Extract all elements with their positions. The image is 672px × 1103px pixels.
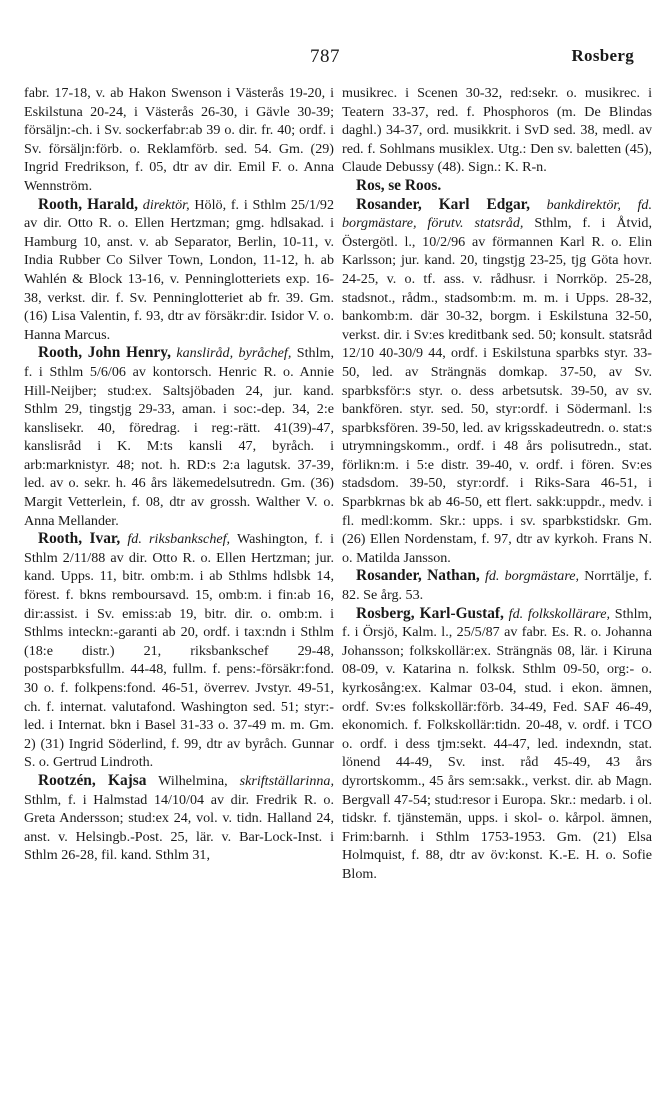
entry-title: fd. riksbankschef,: [127, 531, 231, 548]
entry-middle-name: Wilhelmina,: [146, 772, 240, 789]
entry-rosander-nathan: [342, 567, 652, 604]
entry-text: fabr. 17-18, v. ab Hakon Swenson i Västerås 19-20, i Eskilstuna 20-24, i Västerås 26-30, i Gävle 30-39; försäljn:-ch. i Sv. sockerfabr:ab 39 o. dir. fr. 40; ordf. i Sv. försäljn:förb. o. Reklamförb. sed. 54. Gm. (29) Ingrid Fredrikson, f. 05, dtr av dir. Emil F. o. Anna Wennström.: [24, 85, 334, 194]
entry-title: kansliråd, byråchef,: [176, 345, 292, 362]
entry-title: fd. borgmästare,: [484, 568, 580, 585]
entry-rootzen-kajsa: [24, 772, 334, 865]
entry-text: Sthlm, f. i Sthlm 5/6/06 av kontorsch. Henric R. o. Annie Hill-Neijber; stud:ex. Saltsjöbaden 24, jur. kand. Sthlm 29, tingstjg 29-33, aman. i soc:-dep. 34, 2:e kanslisekr. 40, föredrag. i reg:-rätt. 41(39)-47, kanslisråd i K. M:ts kansli 47, byråch. i arb:marknistyr. 48; not. h. RD:s 2:a lagutsk. 37-39, led. av o. sekr. h. 46 års läkemedelsutredn. Gm. (36) Margit Vetterlein, f. 08, dtr av grossh. Walther V. o. Anna Mellander.: [24, 345, 334, 529]
entry-text: musikrec. i Scenen 30-32, red:sekr. o. musikrec. i Teatern 33-37, red. f. Phosphoros (m. De Blindas daghl.) 34-37, ord. musikkrit. i SvD sed. 38, medl. av red. f. Sohlmans musiklex. Utg.: Den sv. baletten (45), Claude Debussy (48). Sign.: K. R-n.: [342, 85, 652, 176]
entry-rooth-harald: [24, 196, 334, 345]
entry-continuation: [24, 84, 334, 196]
entry-name: Rootzén, Kajsa: [38, 771, 147, 789]
entry-text: Sthlm, f. i Åtvid, Östergötl. l., 10/2/96 av förmannen Karl R. o. Elin Karlsson; jur. kand. 20, tingstjg 23-25, tjg Göta hovr. 24-25, v. o. tf. ass. v. rådhusr. i Norrköp. 25-28, stadsnot., rådm., stadsomb:m. m. m. i Upps. 28-32, bankomb:m. där 30-32, borgm. i Eskilstuna 32-50, verkst. dir. i Sv:es kreditbank sed. 50; konsult. statsråd 12/10 40-30/9 44, ordf. i Eskilstuna sparbks styr. 33-50, led. av Strängnäs domkap. 37-50, av Sv. sparbksför:s styr. o. dess arbetsutsk. 39-50, av sv. bankfören. styr. sed. 50, styr:ordf. i Södermanl. l:s sparbksfören. 39-50, led. av krigsskadeutredn. o. stat:s utrymningskomm., ordf. i 48 års polisutredn., stat. förlikn:m. i 5:e distr. 39-40, v. ordf. i fören. Sv:es stadsdom. 39-50, styr:ordf. i Riks-Sara 46-51, i Sparbkrnas bk ab 46-50, ett flert. sakk:uppdr., medv. i fl. medl:komm. Skr.: upps. i sv. sparbkstidskr. Gm. (26) Ellen Nordenstam, f. 97, dtr av kyrkoh. Frans N. o. Matilda Jansson.: [342, 215, 652, 566]
entry-title: skriftställarinna,: [239, 772, 334, 789]
entry-text: Hölö, f. i Sthlm 25/1/92 av dir. Otto R. o. Ellen Hertzman; gmg. hdlsakad. i Hamburg 10, anst. v. ab Separator, Berlin, 10-11, v. India Rubber Co Silver Town, London, 11-12, h. ab Wahlén & Block 13-16, v. Penninglotteriets exp. 16-38, verkst. dir. f. Sv. Penninglotteriet ab fr. 39. Gm. (16) Lisa Valentin, f. 93, dtr av försäkr:dir. Isidor V. o. Hanna Marcus.: [24, 196, 334, 343]
entry-rooth-john-henry: [24, 344, 334, 530]
entry-name: Rooth, Harald,: [38, 195, 138, 213]
entry-rooth-ivar: [24, 530, 334, 772]
left-column: [24, 84, 334, 865]
page-number: 787: [310, 46, 340, 67]
entry-name: Rosberg, Karl-Gustaf,: [356, 604, 504, 622]
entry-name: Rosander, Nathan,: [356, 567, 480, 585]
cross-reference: se Roos.: [388, 176, 442, 194]
entry-name: Rooth, John Henry,: [38, 344, 171, 362]
running-head: Rosberg: [571, 46, 634, 65]
right-column: [342, 84, 652, 884]
entry-rosander-karl-edgar: [342, 196, 652, 568]
entry-ros-cross-reference: [342, 177, 652, 196]
entry-name: Rosander, Karl Edgar,: [356, 195, 530, 213]
entry-text: Sthlm, f. i Halmstad 14/10/04 av dir. Fredrik R. o. Greta Andersson; stud:ex 24, vol. v. tidn. Halland 24, anst. v. Helsingb.-Post. 25, lär. v. Bar-Lock-Inst. i Sthlm 26-28, fil. kand. Sthlm 31,: [24, 791, 334, 864]
entry-text: Washington, f. i Sthlm 2/11/88 av dir. Otto R. o. Ellen Hertzman; jur. kand. Upps. 11, bitr. omb:m. i ab Sthlms hdlsbk 14, förest. f. bkns remboursavd. 15, omb:m. i fin:ab 16, dir:assist. i Sv. emiss:ab 19, bitr. dir. o. omb:m. i Sthlms inteckn:-garanti ab 20, ordf. i tax:ndn i Sthlm (18:e distr.) 21, riksbankschef 29-48, postsparbksfullm. 44-48, fullm. f. pens:-försäkr:fond. 30 o. f. folkpens:fond. 46-51, överrev. Jvstyr. 49-51, ch. f. internat. valutafond. Washington sed. 51; styr:-led. i Internat. bkn i Basel 31-33 o. 37-49 m. m. Gm. 2) (31) Ingrid Söderlind, f. 99, dtr av byråch. Gunnar S. o. Gertrud Lindroth.: [24, 531, 334, 771]
entry-name: Ros,: [356, 176, 385, 194]
entry-title: direktör,: [142, 196, 190, 213]
entry-continuation: [342, 84, 652, 177]
entry-text: Sthlm, f. i Örsjö, Kalm. l., 25/5/87 av fabr. Es. R. o. Johanna Johansson; folkskollär:ex. Strängnäs 08, lär. i Kiruna 08-09, v. Katarina n. folksk. Sthlm 09-50, org:- o. kyrkosång:ex. Kalmar 03-04, stud. i ekon. ämnen, ordf. Sv:es folkskollär:förb. 34-49, Fed. SAF 46-49, ekonomich. f. Folkskollär:tidn. 20-48, v. ordf. i TCO o. ordf. i dess tjm:sekt. 44-47, led. indexndn, stat. lönend 44-49, Sv. inst. råd 45-49, 43 års dyrortskomm., 45 års sem:sakk., verkst. dir. ab Magn. Bergvall 47-54; stud:resor i Europa. Skr.: medarb. i ol. tidskr. f. tjänstemän, upps. i skol- o. kårpol. ämnen, Frim:barnh. i Sthlm 1753-1953. Gm. (21) Elsa Holmquist, f. 88, dtr av öv:konst. K.-E. H. o. Sofie Blom.: [342, 605, 652, 882]
entry-text: Norrtälje, f. 82. Se årg. 53.: [342, 568, 653, 604]
entry-title: fd. folkskollärare,: [508, 605, 611, 622]
entry-name: Rooth, Ivar,: [38, 530, 121, 548]
entry-title: bankdirektör, fd. borgmästare, förutv. statsråd,: [342, 196, 652, 232]
entry-rosberg-karl-gustaf: [342, 605, 652, 884]
